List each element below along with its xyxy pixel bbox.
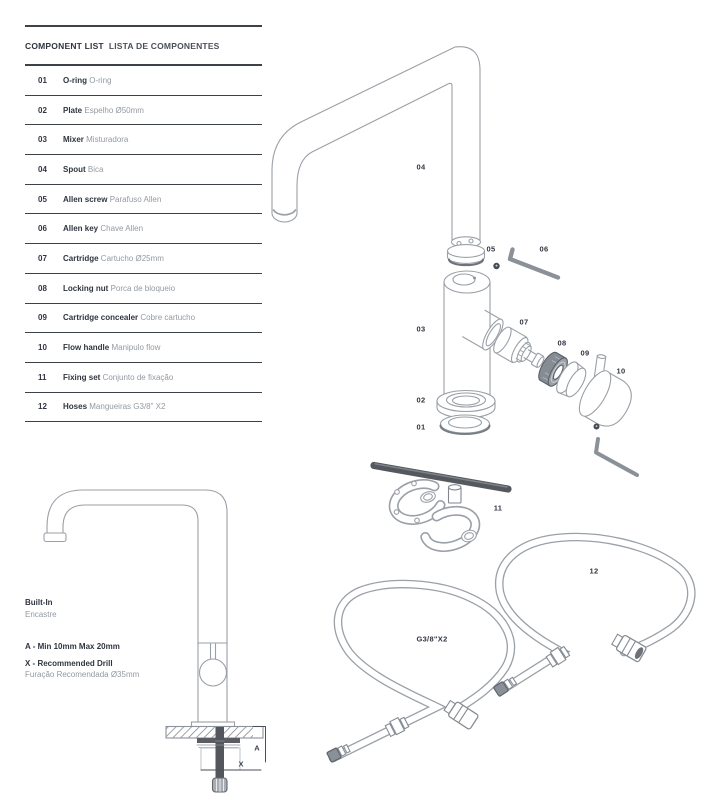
hose-right xyxy=(493,537,691,697)
builtin-text xyxy=(25,597,139,681)
callout-12: 12 xyxy=(589,566,599,576)
dim-label-a: A xyxy=(254,743,260,753)
callout-11: 11 xyxy=(493,503,503,513)
component-list-header xyxy=(25,27,262,66)
callout-04: 04 xyxy=(416,162,426,172)
hose-left xyxy=(327,584,511,762)
callout-06: 06 xyxy=(539,244,549,254)
callout-08: 08 xyxy=(557,338,567,348)
list-item: 01 O-ring O-ring xyxy=(25,66,262,96)
dim-x-note-en: X - Recommended Drill xyxy=(25,658,113,668)
builtin-title-pt: Encastre xyxy=(25,609,57,619)
mixer-body-03 xyxy=(444,271,490,402)
list-item: 08 Locking nut Porca de bloqueio xyxy=(25,274,262,304)
plate-02 xyxy=(437,391,495,419)
list-item: 05 Allen screw Parafuso Allen xyxy=(25,185,262,215)
fixing-set-11 xyxy=(374,464,508,547)
allen-key-06 xyxy=(510,250,558,278)
list-item: 10 Flow handle Manipulo flow xyxy=(25,333,262,363)
list-item: 06 Allen key Chave Allen xyxy=(25,214,262,244)
handle-allen-key xyxy=(596,439,637,475)
list-item: 11 Fixing set Conjunto de fixação xyxy=(25,363,262,393)
list-item: 12 Hoses Mangueiras G3/8" X2 xyxy=(25,393,262,423)
o-ring-01 xyxy=(441,415,490,434)
dim-a-note: A - Min 10mm Max 20mm xyxy=(25,642,120,651)
list-item: 02 Plate Espelho Ø50mm xyxy=(25,96,262,126)
dim-x-note-pt: Furação Recomendada Ø35mm xyxy=(25,670,140,679)
builtin-title-en: Built-In xyxy=(25,598,53,607)
allen-screw-05 xyxy=(493,263,499,269)
component-list-title-pt: LISTA DE COMPONENTES xyxy=(108,40,220,51)
component-list-title-en: COMPONENT LIST xyxy=(25,40,104,51)
dim-label-x: X xyxy=(238,759,244,769)
list-item: 03 Mixer Misturadora xyxy=(25,125,262,155)
callout-01: 01 xyxy=(416,422,426,432)
spout-connector xyxy=(448,237,485,265)
handle-screw xyxy=(594,424,600,430)
list-item: 04 Spout Bica xyxy=(25,155,262,185)
callout-07: 07 xyxy=(519,317,529,327)
callout-05: 05 xyxy=(486,244,496,254)
callout-hose-size: G3/8"X2 xyxy=(416,634,448,644)
component-list xyxy=(25,25,262,422)
callout-10: 10 xyxy=(616,366,626,376)
callout-03: 03 xyxy=(416,324,426,334)
callout-09: 09 xyxy=(580,348,590,358)
list-item: 07 Cartridge Cartucho Ø25mm xyxy=(25,244,262,274)
spout-04 xyxy=(272,47,480,240)
callout-02: 02 xyxy=(416,395,426,405)
list-item: 09 Cartridge concealer Cobre cartucho xyxy=(25,304,262,334)
